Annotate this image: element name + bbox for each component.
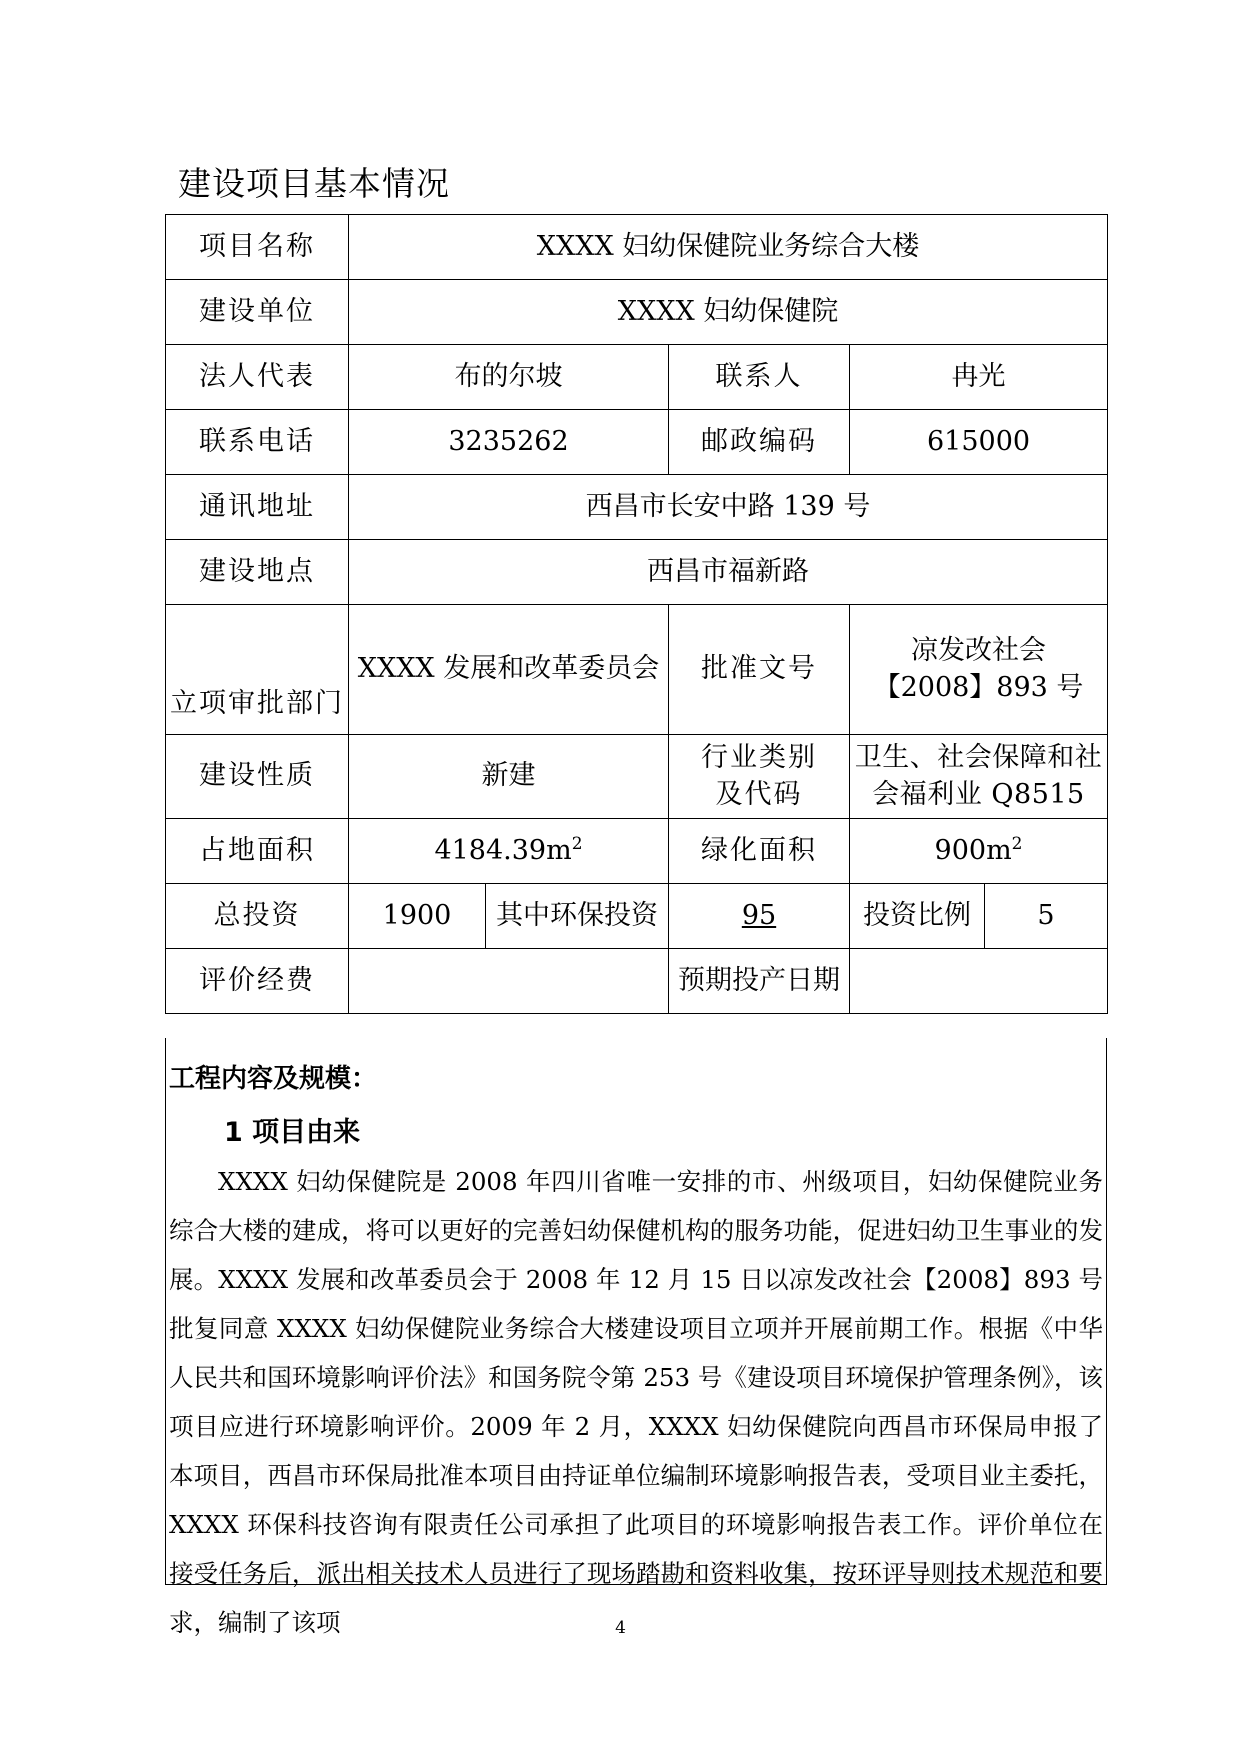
eval-fee-value	[349, 949, 669, 1014]
env-invest-value	[669, 884, 850, 949]
total-invest-label: 总投资	[166, 884, 349, 949]
green-area-label: 绿化面积	[669, 819, 850, 884]
approval-no-line2: 【2008】893 号	[873, 671, 1084, 703]
approval-dept-label: 立项审批部门	[166, 605, 349, 735]
green-area-number: 900m	[934, 834, 1012, 866]
env-invest-number: 95	[741, 899, 777, 931]
approval-dept-value: XXXX 发展和改革委员会	[349, 605, 669, 735]
document-title: 建设项目基本情况	[178, 164, 450, 203]
expected-date-value	[850, 949, 1108, 1014]
nature-value: 新建	[349, 735, 669, 819]
project-info-table	[165, 214, 1108, 1014]
land-area-label: 占地面积	[166, 819, 349, 884]
postcode-label: 邮政编码	[669, 410, 850, 475]
page-number: 4	[615, 1618, 626, 1638]
address-value: 西昌市长安中路 139 号	[349, 475, 1108, 540]
table-row	[166, 475, 1108, 540]
green-area-value	[850, 819, 1108, 884]
phone-value: 3235262	[349, 410, 669, 475]
industry-value: 卫生、社会保障和社会福利业 Q8515	[850, 735, 1108, 819]
legal-rep-value: 布的尔坡	[349, 345, 669, 410]
builder-label: 建设单位	[166, 280, 349, 345]
table-row	[166, 280, 1108, 345]
project-name-label: 项目名称	[166, 215, 349, 280]
land-area-value	[349, 819, 669, 884]
table-row	[166, 345, 1108, 410]
site-label: 建设地点	[166, 540, 349, 605]
approval-no-label: 批准文号	[669, 605, 850, 735]
body-paragraph: XXXX 妇幼保健院是 2008 年四川省唯一安排的市、州级项目，妇幼保健院业务综合大楼的建成，将可以更好的完善妇幼保健机构的服务功能，促进妇幼卫生事业的发展。XXXX 发展和改革委员会于 2008 年 12 月 15 日以凉发改社会【2008】893 号批复同意 XXXX 妇幼保健院业务综合大楼建设项目立项并开展前期工作。根据《中华人民共和国环境影响评价法》和国务院令第 253 号《建设项目环境保护管理条例》，该项目应进行环境影响评价。2009 年 2 月，XXXX 妇幼保健院向西昌市环保局申报了本项目，西昌市环保局批准本项目由持证单位编制环境影响报告表，受项目业主委托，XXXX 环保科技咨询有限责任公司承担了此项目的环境影响报告表工作。评价单位在接受任务后，派出相关技术人员进行了现场踏勘和资料收集，按环评导则技术规范和要求，编制了该项	[169, 1167, 1103, 1637]
env-invest-label: 其中环保投资	[486, 884, 669, 949]
nature-label: 建设性质	[166, 735, 349, 819]
table-row	[166, 735, 1108, 819]
table-row	[166, 819, 1108, 884]
address-label: 通讯地址	[166, 475, 349, 540]
land-area-unit-sup: 2	[571, 833, 583, 854]
eval-fee-label: 评价经费	[166, 949, 349, 1014]
table-row	[166, 884, 1108, 949]
builder-value: XXXX 妇幼保健院	[349, 280, 1108, 345]
total-invest-value: 1900	[349, 884, 486, 949]
table-row	[166, 215, 1108, 280]
industry-label: 行业类别及代码	[669, 735, 850, 819]
postcode-value: 615000	[850, 410, 1108, 475]
table-row	[166, 540, 1108, 605]
sub-heading: 1 项目由来	[224, 1117, 361, 1148]
table-row	[166, 605, 1108, 735]
table-row	[166, 949, 1108, 1014]
expected-date-label: 预期投产日期	[669, 949, 850, 1014]
project-name-value: XXXX 妇幼保健院业务综合大楼	[349, 215, 1108, 280]
section-heading: 工程内容及规模：	[169, 1064, 378, 1094]
approval-no-line1: 凉发改社会	[911, 635, 1047, 667]
invest-ratio-label: 投资比例	[850, 884, 985, 949]
contact-value: 冉光	[850, 345, 1108, 410]
approval-no-value	[850, 605, 1108, 735]
table-row	[166, 410, 1108, 475]
green-area-unit-sup: 2	[1011, 833, 1023, 854]
phone-label: 联系电话	[166, 410, 349, 475]
content-section	[165, 1038, 1107, 1637]
legal-rep-label: 法人代表	[166, 345, 349, 410]
contact-label: 联系人	[669, 345, 850, 410]
invest-ratio-value: 5	[985, 884, 1108, 949]
land-area-number: 4184.39m	[434, 834, 572, 866]
site-value: 西昌市福新路	[349, 540, 1108, 605]
